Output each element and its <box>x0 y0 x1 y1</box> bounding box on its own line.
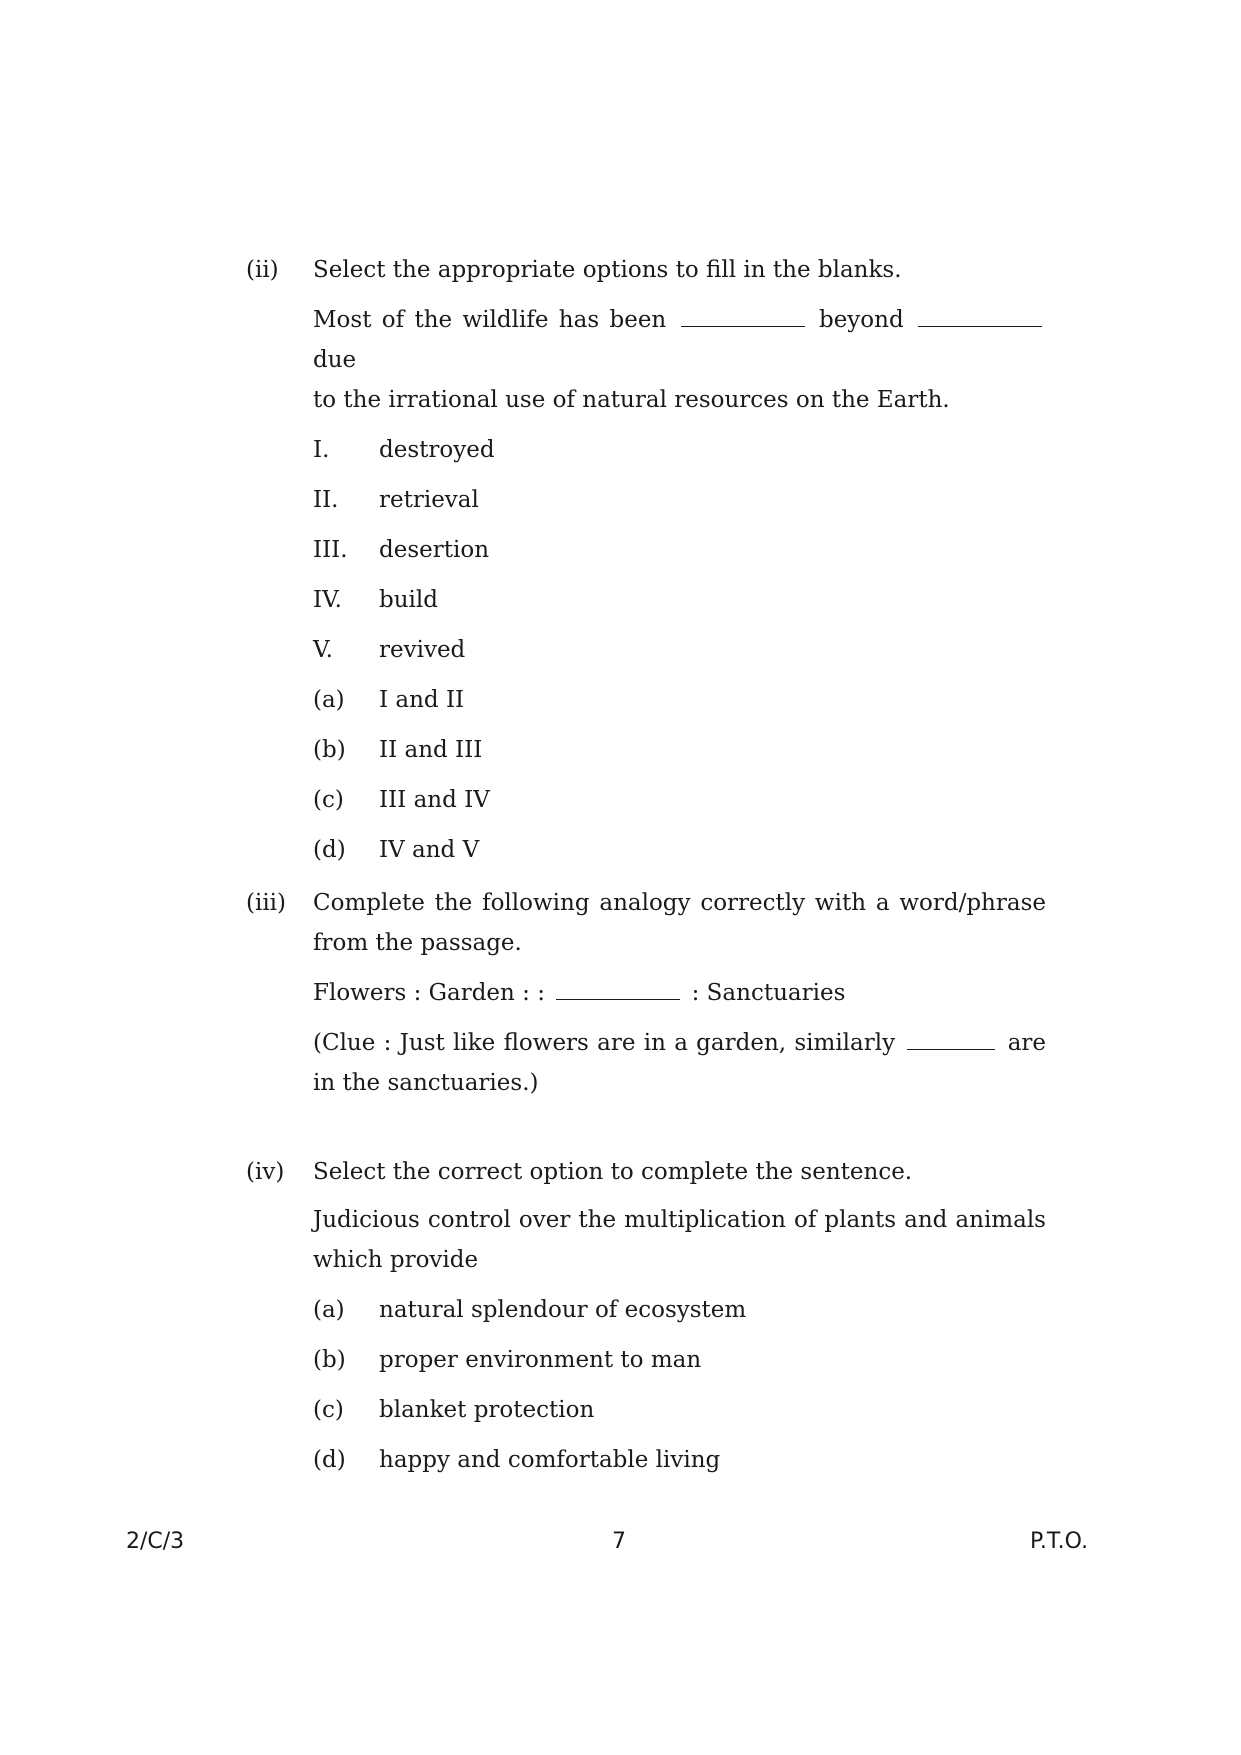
question-sentence <box>313 300 1046 380</box>
clue <box>313 1023 1046 1063</box>
option-text: happy and comfortable living <box>379 1447 721 1473</box>
answer-option <box>313 680 1046 730</box>
item-text: destroyed <box>379 437 495 463</box>
question-instruction-line: from the passage. <box>313 930 522 956</box>
answer-option <box>313 1390 1046 1440</box>
item-text: retrieval <box>379 487 479 513</box>
item-label: II. <box>313 487 339 513</box>
option-label: (c) <box>313 1397 344 1423</box>
list-item <box>313 430 1046 480</box>
answer-option <box>313 1290 1046 1340</box>
option-label: (b) <box>313 737 346 763</box>
please-turn-over: P.T.O. <box>1030 1529 1089 1554</box>
option-text: III and IV <box>379 787 490 813</box>
item-label: IV. <box>313 587 342 613</box>
option-label: (d) <box>313 1447 346 1473</box>
question-number: (iii) <box>246 890 287 916</box>
option-label: (a) <box>313 687 345 713</box>
clue-part: (Clue : Just like flowers are in a garden, similarly <box>313 1030 896 1056</box>
sentence-part: Most of the wildlife has been <box>313 307 667 333</box>
answer-options <box>313 680 1046 880</box>
option-label: (c) <box>313 787 344 813</box>
item-text: revived <box>379 637 466 663</box>
paper-code: 2/C/3 <box>126 1529 185 1554</box>
list-item <box>313 480 1046 530</box>
answer-option <box>313 1340 1046 1390</box>
item-label: V. <box>313 637 333 663</box>
question-number: (iv) <box>246 1159 285 1185</box>
answer-options <box>313 1290 1046 1490</box>
option-text: I and II <box>379 687 465 713</box>
item-label: I. <box>313 437 330 463</box>
sentence-part: due <box>313 347 357 373</box>
option-text: proper environment to man <box>379 1347 702 1373</box>
clue-line: in the sanctuaries.) <box>313 1070 539 1096</box>
item-label: III. <box>313 537 348 563</box>
list-item <box>313 580 1046 630</box>
question-body <box>313 1152 1046 1490</box>
item-text: desertion <box>379 537 490 563</box>
fill-blank <box>681 300 805 327</box>
question-instruction: Select the correct option to complete the sentence. <box>313 1159 913 1185</box>
question-number: (ii) <box>246 257 279 283</box>
option-text: blanket protection <box>379 1397 595 1423</box>
fill-blank <box>907 1023 995 1050</box>
analogy-part: : Sanctuaries <box>691 980 846 1006</box>
clue-part: are <box>1007 1030 1047 1056</box>
question-body <box>313 883 1046 1103</box>
option-label: (b) <box>313 1347 346 1373</box>
fill-blank <box>556 973 680 1000</box>
sentence-part: beyond <box>818 307 904 333</box>
option-label: (d) <box>313 837 346 863</box>
question-sentence-line: to the irrational use of natural resources on the Earth. <box>313 387 950 413</box>
answer-option <box>313 730 1046 780</box>
option-text: II and III <box>379 737 483 763</box>
answer-option <box>313 830 1046 880</box>
question-instruction: Complete the following analogy correctly with a word/phrase <box>313 890 1046 916</box>
answer-option <box>313 1440 1046 1490</box>
list-item <box>313 530 1046 580</box>
question-instruction: Select the appropriate options to fill in the blanks. <box>313 257 902 283</box>
question-sentence: Judicious control over the multiplication of plants and animals <box>313 1207 1046 1233</box>
option-text: IV and V <box>379 837 480 863</box>
fill-blank <box>918 300 1042 327</box>
answer-option <box>313 780 1046 830</box>
word-list <box>313 430 1046 680</box>
analogy <box>313 973 1046 1013</box>
analogy-part: Flowers : Garden : : <box>313 980 545 1006</box>
option-label: (a) <box>313 1297 345 1323</box>
page-number: 7 <box>612 1529 626 1554</box>
question-sentence-line: which provide <box>313 1247 479 1273</box>
option-text: natural splendour of ecosystem <box>379 1297 747 1323</box>
item-text: build <box>379 587 438 613</box>
list-item <box>313 630 1046 680</box>
question-body <box>313 250 1046 880</box>
